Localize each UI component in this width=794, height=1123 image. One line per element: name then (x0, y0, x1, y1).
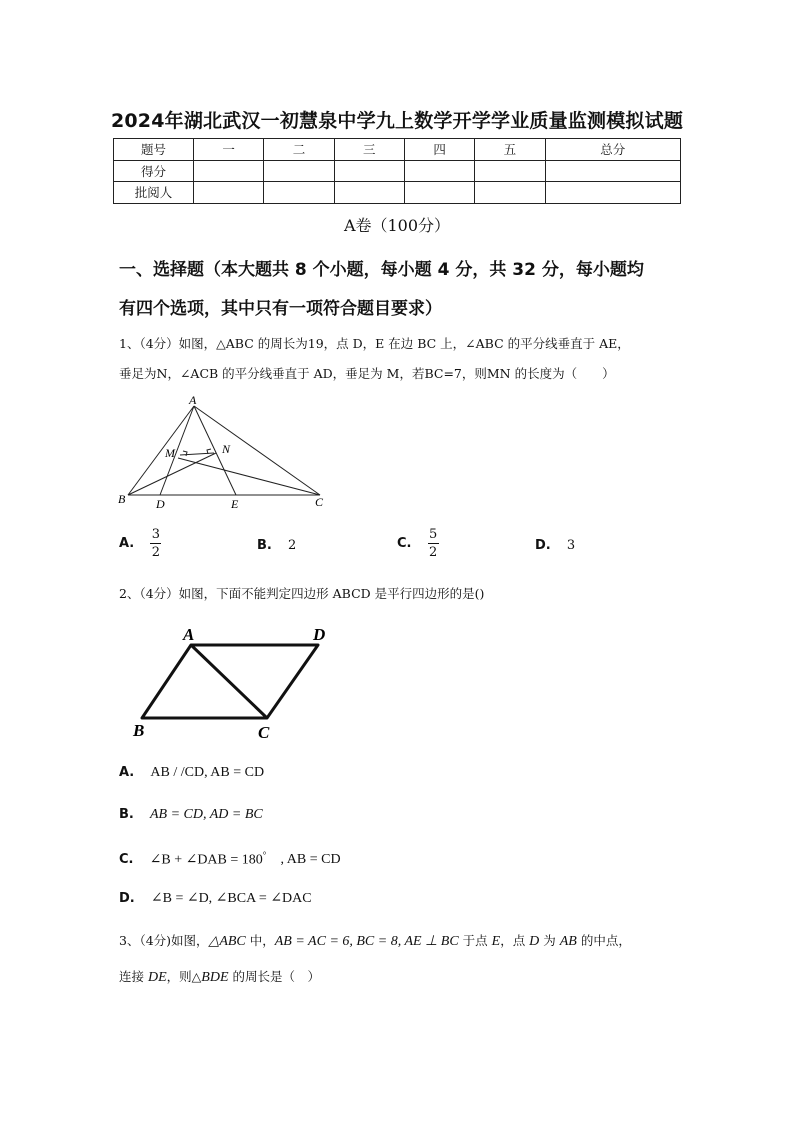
q3-text: ，则△ (166, 969, 202, 984)
numerator: 5 (428, 527, 438, 542)
option-text: ∠B = ∠D, ∠BCA = ∠DAC (150, 891, 312, 906)
part-one-heading-line1: 一、选择题（本大题共 8 个小题，每小题 4 分，共 32 分，每小题均 (119, 260, 644, 280)
option-text: 3 (566, 538, 576, 553)
option-letter: A. (119, 536, 135, 551)
q3-text: 的周长是（ ） (228, 969, 320, 984)
option-letter: A. (119, 765, 135, 780)
table-cell: 批阅人 (114, 182, 194, 204)
option-letter: D. (535, 538, 551, 553)
q3-text: 中， (245, 933, 275, 948)
q1-label-m: M (165, 446, 175, 460)
q1-label-n: N (222, 442, 231, 456)
q2-option-a[interactable] (119, 765, 264, 781)
table-cell: 题号 (114, 139, 194, 161)
q2-label-b: B (133, 721, 145, 740)
q1-line1: 1、（4分）如图，△ABC 的周长为19，点 D，E 在边 BC 上，∠ABC 的平分线垂直于 AE， (119, 336, 630, 351)
q3-text: 于点 (458, 933, 492, 948)
q1-label-d: D (156, 497, 165, 511)
q2-line1: 2、（4分）如图，下面不能判定四边形 ABCD 是平行四边形的是() (119, 586, 485, 601)
option-letter: C. (119, 852, 134, 868)
table-cell: 三 (334, 139, 404, 161)
denominator: 2 (151, 545, 161, 560)
q3-condition: AB = AC = 6, BC = 8, AE ⊥ BC (274, 934, 459, 949)
option-letter: D. (119, 891, 135, 906)
option-text: ∠B + ∠DAB = 180 (149, 852, 263, 868)
table-cell: 五 (475, 139, 545, 161)
q3-point-e: E (491, 934, 501, 949)
option-letter: C. (397, 536, 412, 551)
option-text: AB = CD, AD = BC (150, 807, 263, 822)
q2-label-c: C (258, 723, 270, 742)
q2-option-c[interactable] (119, 850, 341, 868)
table-cell: 总分 (545, 139, 680, 161)
exam-title: 2024年湖北武汉一初慧泉中学九上数学开学学业质量监测模拟试题 (110, 110, 684, 132)
q1-label-c: C (315, 495, 324, 509)
q3-text: 的中点， (576, 933, 631, 948)
option-text: 2 (288, 538, 297, 553)
table-cell: 一 (194, 139, 264, 161)
q3-segment-ab: AB (559, 934, 577, 949)
option-text: AB / /CD, AB = CD (150, 765, 265, 780)
q1-label-a: A (189, 393, 197, 407)
option-letter: B. (257, 538, 272, 553)
part-one-heading-line2: 有四个选项，其中只有一项符合题目要求） (119, 299, 442, 319)
denominator: 2 (428, 545, 438, 560)
q2-option-d[interactable] (119, 890, 312, 907)
q3-prefix: 3、（4分)如图， (119, 933, 209, 948)
q3-line1 (119, 932, 689, 951)
q3-text: 连接 (119, 969, 148, 984)
table-cell: 二 (264, 139, 334, 161)
option-letter: B. (119, 807, 134, 822)
numerator: 3 (151, 527, 161, 542)
q1-label-e: E (231, 497, 239, 511)
option-text-2: , AB = CD (280, 852, 341, 868)
table-cell: 得分 (114, 160, 194, 182)
q3-triangle-bde: BDE (201, 970, 229, 985)
q1-line2: 垂足为N，∠ACB 的平分线垂直于 AD，垂足为 M，若BC=7，则MN 的长度为（ ） (119, 366, 615, 381)
table-cell: 四 (404, 139, 474, 161)
q2-option-b[interactable] (119, 807, 263, 823)
q2-label-a: A (183, 625, 195, 644)
q3-triangle: △ABC (208, 934, 246, 949)
q3-line2 (119, 968, 689, 987)
q3-text: ，点 (500, 933, 530, 948)
q2-label-d: D (313, 625, 326, 644)
degree-mark: ° (262, 850, 267, 860)
q1-label-b: B (118, 492, 126, 506)
q2-diagonal-ac (191, 645, 267, 718)
q3-point-d: D (529, 934, 540, 949)
section-a-heading: A卷（100分） (343, 216, 451, 235)
q3-text: 为 (539, 933, 560, 948)
q3-segment-de: DE (147, 970, 167, 985)
